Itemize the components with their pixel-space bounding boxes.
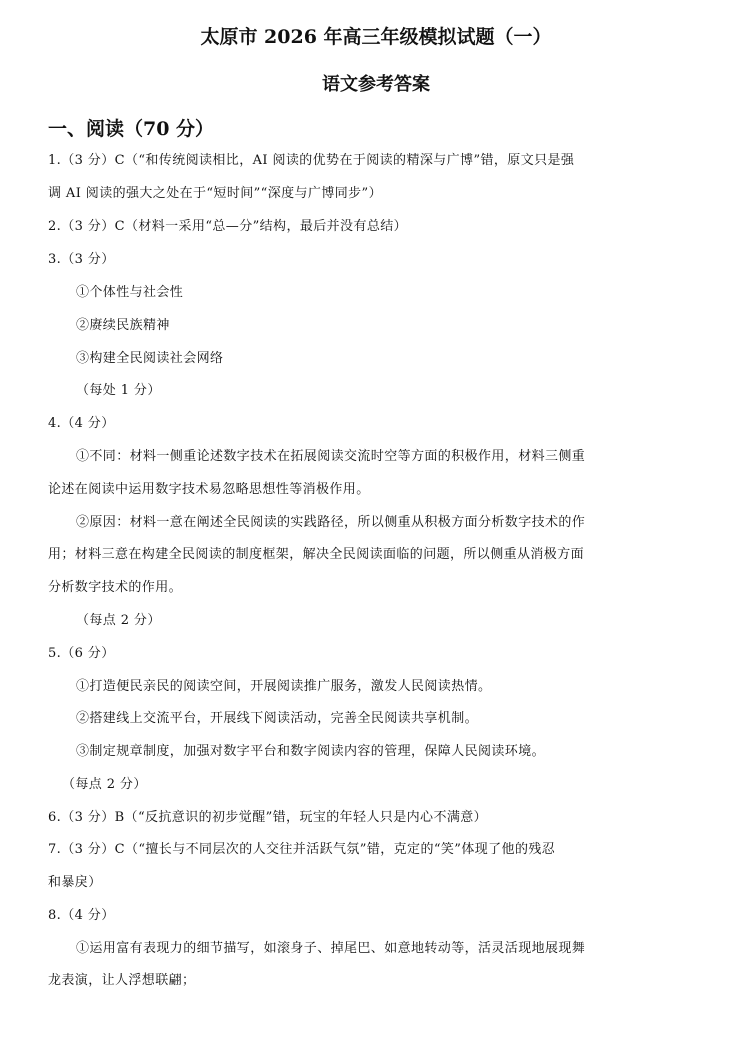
text-line: 6.（3 分）B（“反抗意识的初步觉醒”错，玩宝的年轻人只是内心不满意） xyxy=(48,810,488,825)
text-line: 用；材料三意在构建全民阅读的制度框架，解决全民阅读面临的问题，所以侧重从消极方面 xyxy=(48,547,585,562)
text-line: ①不同：材料一侧重论述数字技术在拓展阅读交流时空等方面的积极作用，材料三侧重 xyxy=(76,449,586,464)
text-line: ②原因：材料一意在阐述全民阅读的实践路径，所以侧重从积极方面分析数字技术的作 xyxy=(76,515,586,530)
text-line: 4.（4 分） xyxy=(48,416,115,431)
text-line: ②搭建线上交流平台，开展线下阅读活动，完善全民阅读共享机制。 xyxy=(76,711,479,726)
text-line: 龙表演，让人浮想联翩； xyxy=(48,973,196,988)
document-title: 太原市 2026 年高三年级模拟试题（一） xyxy=(200,26,552,48)
text-line: 论述在阅读中运用数字技术易忽略思想性等消极作用。 xyxy=(48,482,370,497)
text-line: 2.（3 分）C（材料一采用“总—分”结构，最后并没有总结） xyxy=(48,219,408,234)
text-line: （每点 2 分） xyxy=(76,613,161,628)
text-line: ①打造便民亲民的阅读空间，开展阅读推广服务，激发人民阅读热情。 xyxy=(76,679,492,694)
text-line: 分析数字技术的作用。 xyxy=(48,580,183,595)
text-line: 7.（3 分）C（“擅长与不同层次的人交往并活跃气氛”错，克定的“笑”体现了他的残忍 xyxy=(48,842,556,857)
document-subtitle: 语文参考答案 xyxy=(322,74,430,95)
text-line: ①个体性与社会性 xyxy=(76,285,184,300)
text-line: 和暴戾） xyxy=(48,875,102,890)
text-line: ②赓续民族精神 xyxy=(76,318,170,333)
text-line: ①运用富有表现力的细节描写，如滚身子、掉尾巴、如意地转动等，活灵活现地展现舞 xyxy=(76,941,586,956)
section-heading: 一、阅读（70 分） xyxy=(48,118,215,140)
text-line: 8.（4 分） xyxy=(48,908,115,923)
text-line: （每点 2 分） xyxy=(62,777,147,792)
text-line: （每处 1 分） xyxy=(76,383,161,398)
text-line: ③制定规章制度，加强对数字平台和数字阅读内容的管理，保障人民阅读环境。 xyxy=(76,744,546,759)
text-line: 调 AI 阅读的强大之处在于“短时间”“深度与广博同步”） xyxy=(48,186,382,201)
text-line: 1.（3 分）C（“和传统阅读相比，AI 阅读的优势在于阅读的精深与广博”错，原文只是强 xyxy=(48,153,575,168)
text-line: 5.（6 分） xyxy=(48,646,115,661)
text-line: 3.（3 分） xyxy=(48,252,115,267)
text-line: ③构建全民阅读社会网络 xyxy=(76,351,224,366)
